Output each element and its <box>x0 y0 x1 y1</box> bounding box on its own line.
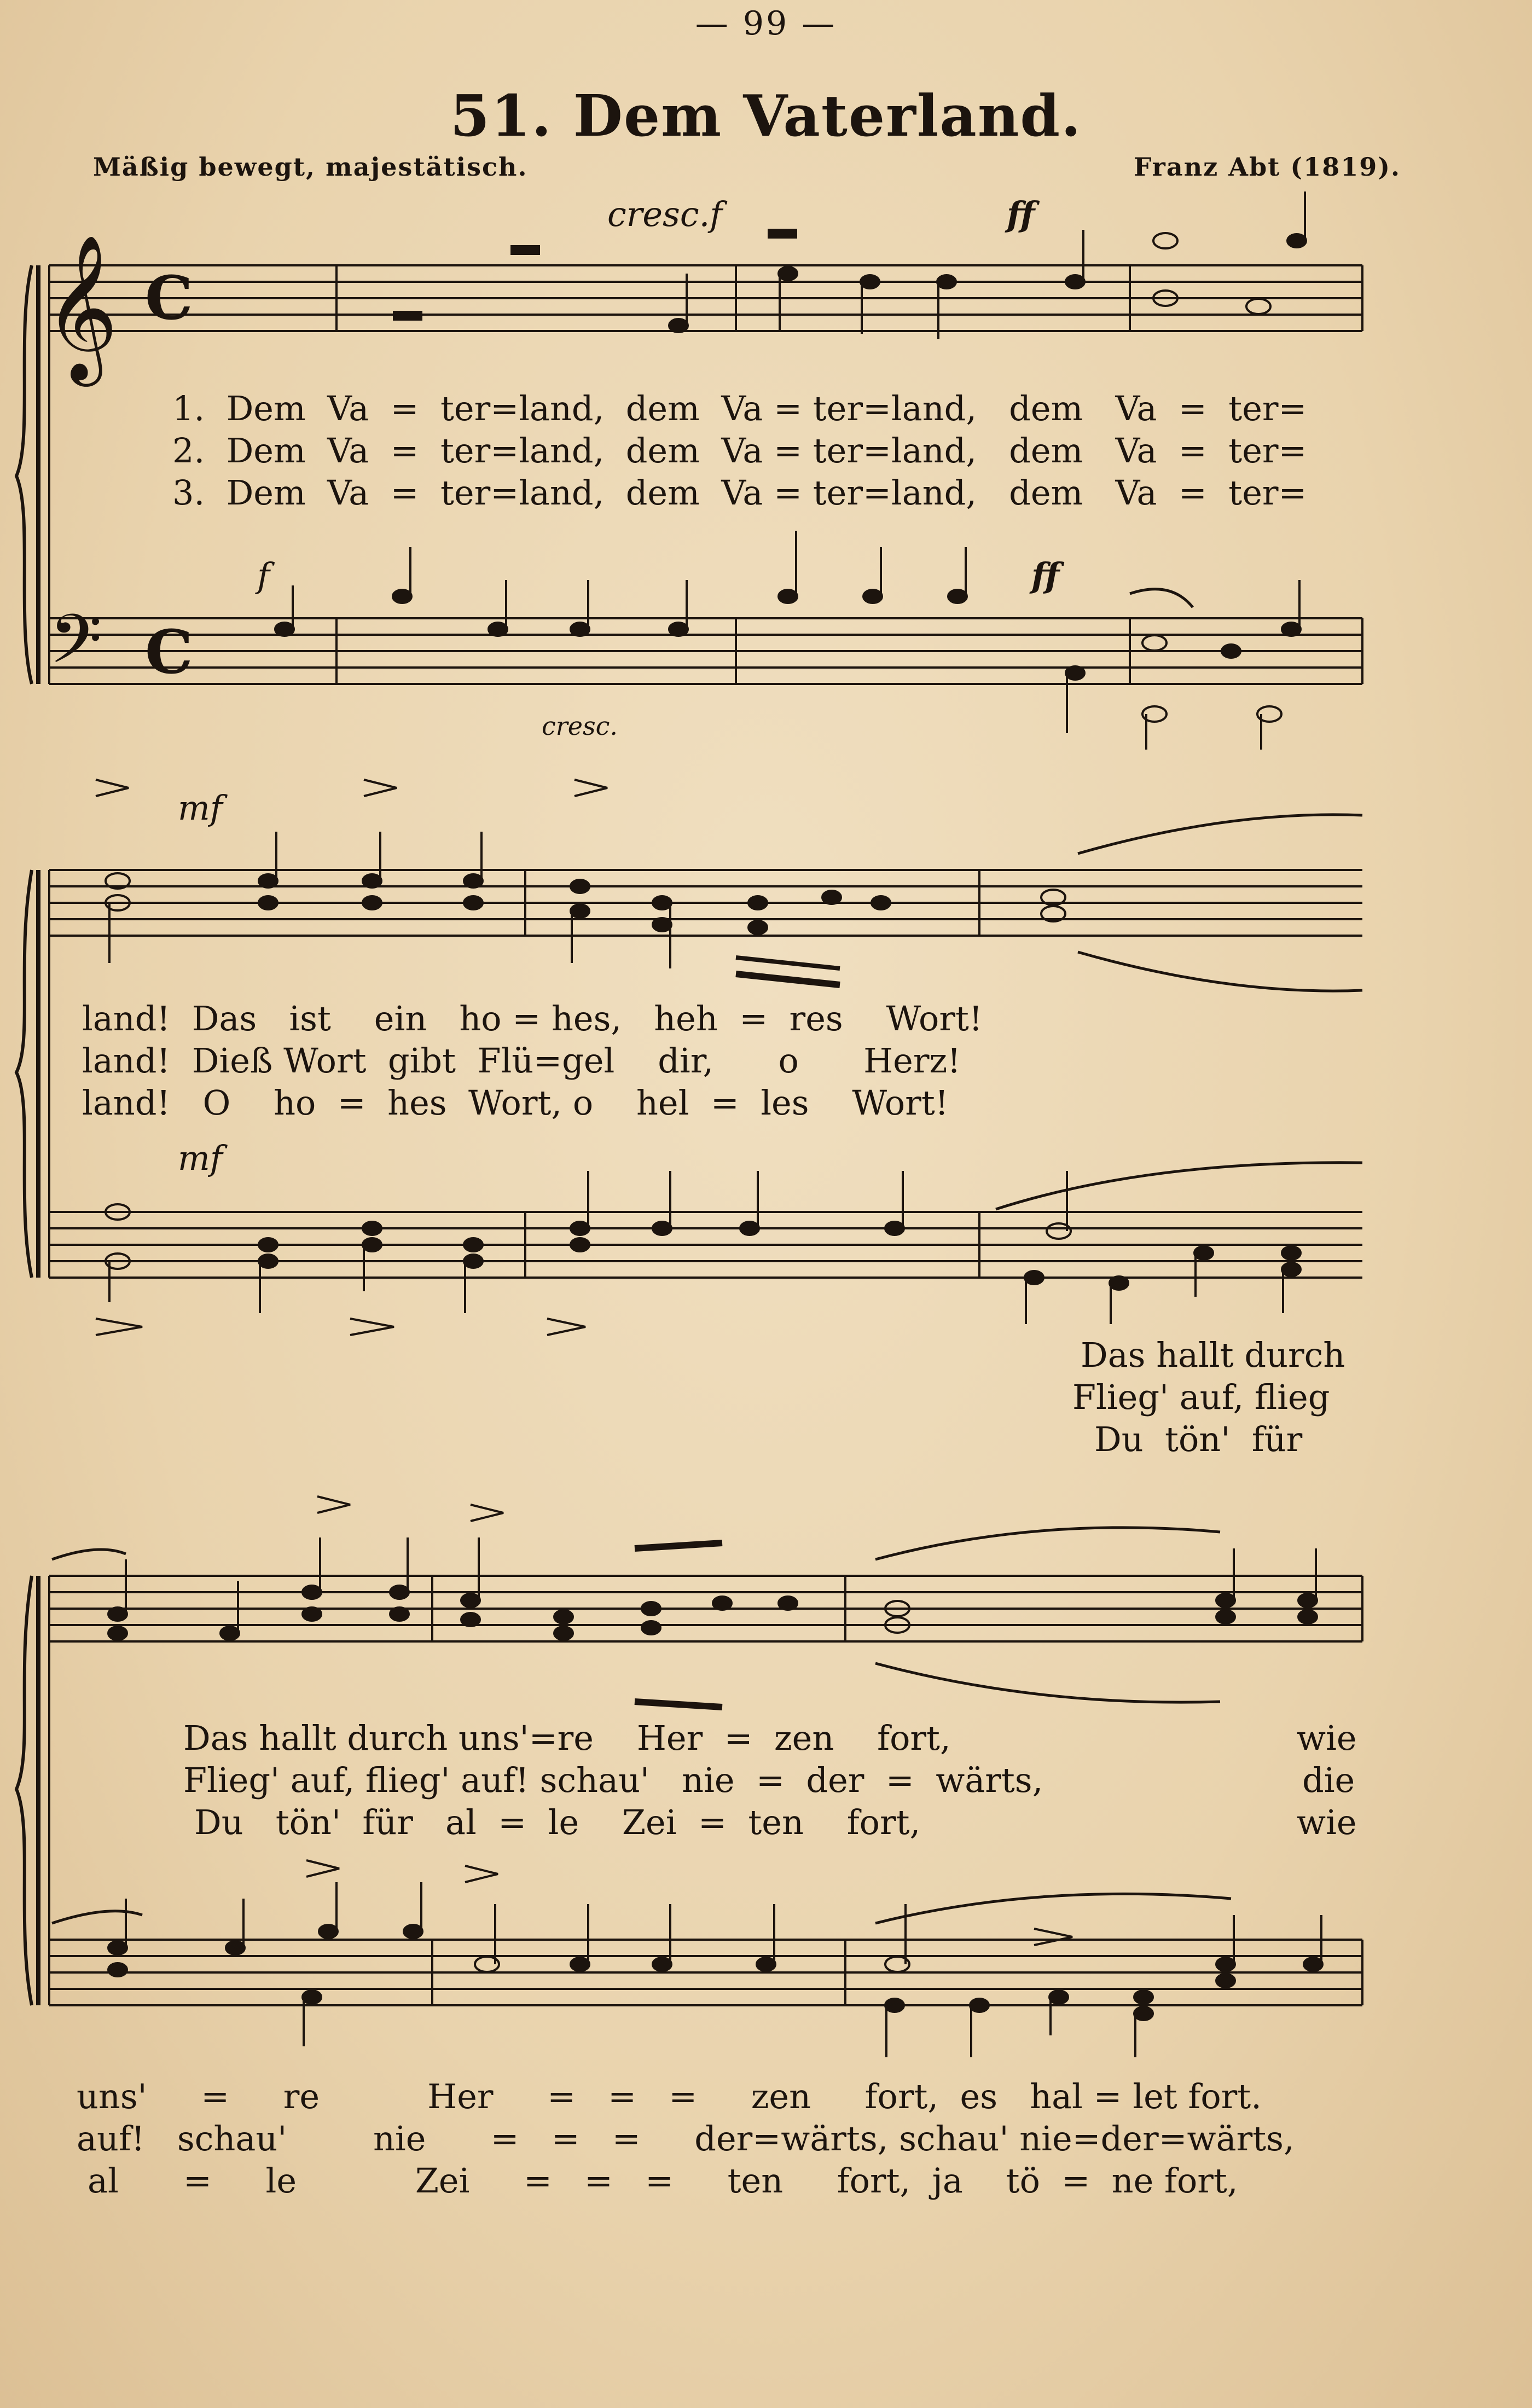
svg-text:𝄢: 𝄢 <box>49 600 102 695</box>
system1-lyric-verse2: 2. Dem Va = ter=land, dem Va = ter=land, dem Va = ter= <box>172 431 1307 471</box>
system3-lyric-end-verse1: wie <box>1297 1718 1357 1758</box>
system1-bass-staff <box>49 618 1362 684</box>
system2-lyric-verse3: land! O ho = hes Wort, o hel = les Wort! <box>82 1083 949 1123</box>
system3-bass-staff <box>49 1940 1362 2005</box>
system3-bass-notes <box>108 1882 1322 2057</box>
system3-lyric-end-verse3: wie <box>1297 1802 1357 1842</box>
dynamic-ff-bass: ff <box>1031 555 1060 595</box>
song-title: 51. Dem Vaterland. <box>450 82 1082 149</box>
system2-treble-staff <box>49 870 1362 936</box>
dynamic-mf-bass: mf <box>178 1138 223 1178</box>
system2-lyric-verse2: land! Dieß Wort gibt Flü=gel dir, o Herz! <box>82 1041 961 1081</box>
page-number: — 99 — <box>695 4 837 43</box>
system1-bass-notes <box>275 531 1301 750</box>
svg-text:𝄞: 𝄞 <box>44 234 118 380</box>
system2-bass-staff <box>49 1212 1362 1278</box>
system1-lyric-verse3: 3. Dem Va = ter=land, dem Va = ter=land, dem Va = ter= <box>172 473 1307 513</box>
dynamic-cresc-f: cresc.f <box>607 194 723 234</box>
system2-bass-lyric-verse3: Du tön' für <box>1094 1419 1303 1459</box>
system1-treble-staff <box>49 265 1362 331</box>
system2-bass-lyric-verse1: Das hallt durch <box>1081 1335 1345 1375</box>
system3-lyric-end-verse2: die <box>1302 1760 1355 1800</box>
svg-text:C: C <box>145 263 193 333</box>
system3-treble-staff <box>49 1576 1362 1641</box>
system3-bass-lyric-verse2: auf! schau' nie = = = der=wärts, schau' nie=der=wärts, <box>77 2119 1295 2159</box>
tempo-marking: Mäßig bewegt, majestätisch. <box>93 152 528 182</box>
system2-bass-lyric-verse2: Flieg' auf, flieg <box>1072 1377 1330 1417</box>
system3-lyric-verse2: Flieg' auf, flieg' auf! schau' nie = der = wärts, <box>183 1760 1043 1800</box>
dynamic-ff: ff <box>1007 194 1035 234</box>
dynamic-f: f <box>257 555 270 595</box>
svg-text:C: C <box>145 617 193 687</box>
system3-lyric-verse3: Du tön' für al = le Zei = ten fort, <box>194 1802 921 1842</box>
system3-bass-lyric-verse1: uns' = re Her = = = zen fort, es hal = let fort. <box>77 2076 1262 2116</box>
system3-lyric-verse1: Das hallt durch uns'=re Her = zen fort, <box>183 1718 951 1758</box>
system2-treble-notes <box>106 832 1065 985</box>
dynamic-mf-treble: mf <box>178 788 223 828</box>
system2-bass-notes <box>106 1171 1301 1324</box>
composer: Franz Abt (1819). <box>1133 152 1401 182</box>
system3-bass-lyric-verse3: al = le Zei = = = ten fort, ja tö = ne fort, <box>88 2161 1238 2201</box>
system1-lyric-verse1: 1. Dem Va = ter=land, dem Va = ter=land, dem Va = ter= <box>172 388 1307 428</box>
system2-lyric-verse1: land! Das ist ein ho = hes, heh = res Wort! <box>82 999 983 1038</box>
dynamic-cresc: cresc. <box>542 711 618 741</box>
system3-treble-notes <box>108 1537 1317 1707</box>
